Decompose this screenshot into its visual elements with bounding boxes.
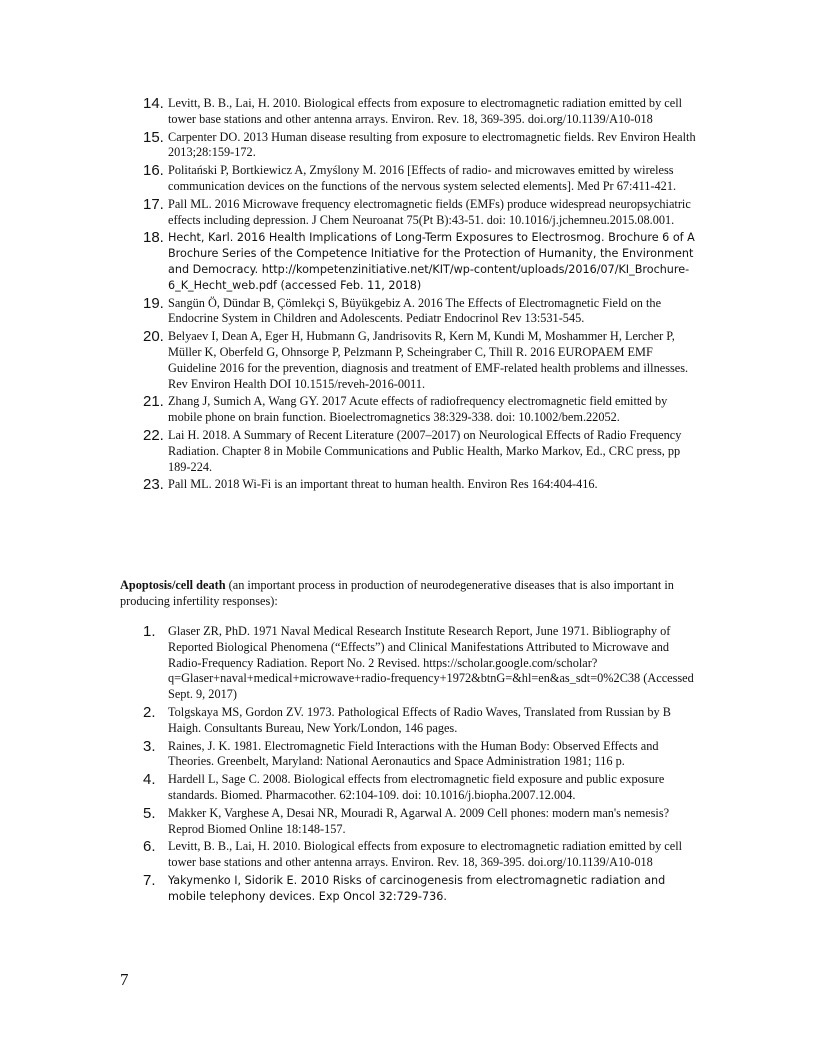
reference-text: Raines, J. K. 1981. Electromagnetic Field Interactions with the Human Body: Observed Effects and Theories. Greenbelt, Maryland: National Aeronautics and Space Administration 1981; 116 p. (168, 738, 659, 769)
reference-list-apoptosis (120, 624, 700, 907)
section-heading-text: (an important process in production of neurodegenerative diseases that is also important in producing infertility responses): (120, 578, 674, 608)
reference-item (120, 428, 700, 475)
reference-number: 19. (143, 294, 164, 312)
reference-item (120, 329, 700, 392)
reference-text: Glaser ZR, PhD. 1971 Naval Medical Research Institute Research Report, June 1971. Bibliography of Reported Biological Phenomena (“Effects”) and Clinical Manifestations Attributed to Microwave and Radio-Frequency Radiation. Report No. 2 Revised. https://scholar.google.com/scholar?q=Glaser+naval+medical+microwave+radio-frequency+1972&btnG=&hl=en&as_sdt=0%2C38 (Accessed Sept. 9, 2017) (168, 624, 694, 702)
reference-text: Zhang J, Sumich A, Wang GY. 2017 Acute effects of radiofrequency electromagnetic field emitted by mobile phone on brain function. Bioelectromagnetics 38:329-338. doi: 10.1002/bem.22052. (168, 394, 668, 425)
section-heading-bold: Apoptosis/cell death (120, 578, 226, 592)
reference-number: 3. (143, 737, 156, 755)
page-number: 7 (120, 970, 129, 989)
reference-item (120, 873, 700, 905)
reference-number: 2. (143, 703, 156, 721)
reference-number: 5. (143, 804, 156, 822)
reference-number: 22. (143, 426, 164, 444)
reference-item (120, 806, 700, 838)
reference-item (120, 130, 700, 162)
reference-item (120, 477, 700, 493)
reference-text: Politański P, Bortkiewicz A, Zmyślony M. 2016 [Effects of radio- and microwaves emitted by wireless communication devices on the functions of the nervous system selected elements]. Med Pr 67:411-421. (168, 163, 677, 193)
reference-text: Levitt, B. B., Lai, H. 2010. Biological effects from exposure to electromagnetic radiation emitted by cell tower base stations and other antenna arrays. Environ. Rev. 18, 369-395. doi.org/10.1139/A10-018 (168, 839, 683, 870)
reference-text: Lai H. 2018. A Summary of Recent Literature (2007–2017) on Neurological Effects of Radio Frequency Radiation. Chapter 8 in Mobile Communications and Public Health, Marko Markov, Ed., CRC press, pp 189-224. (168, 427, 682, 474)
reference-number: 18. (143, 229, 164, 247)
section-heading-apoptosis (120, 577, 700, 609)
reference-item (120, 739, 700, 771)
reference-item (120, 705, 700, 737)
reference-item (120, 197, 700, 229)
reference-number: 7. (143, 871, 156, 889)
reference-text: Pall ML. 2016 Microwave frequency electromagnetic fields (EMFs) produce widespread neuropsychiatric effects including depression. J Chem Neuroanat 75(Pt B):43-51. doi: 10.1016/j.jchemneu.2015.08.001. (168, 196, 691, 227)
reference-item (120, 394, 700, 426)
reference-text: Yakymenko I, Sidorik E. 2010 Risks of carcinogenesis from electromagnetic radiation and mobile telephony devices. Exp Oncol 32:729-736. (168, 873, 666, 903)
reference-number: 1. (143, 623, 156, 640)
reference-item (120, 624, 700, 703)
reference-text: Sangün Ö, Dündar B, Çömlekçi S, Büyükgebiz A. 2016 The Effects of Electromagnetic Field on the Endocrine System in Children and Adolescents. Pediatr Endocrinol Rev 13:531-545. (168, 295, 662, 326)
reference-number: 16. (143, 162, 164, 180)
reference-text: Levitt, B. B., Lai, H. 2010. Biological effects from exposure to electromagnetic radiation emitted by cell tower base stations and other antenna arrays. Environ. Rev. 18, 369-395. doi.org/10.1139/A10-018 (168, 96, 683, 126)
reference-text: Belyaev I, Dean A, Eger H, Hubmann G, Jandrisovits R, Kern M, Kundi M, Moshammer H, Lercher P, Müller K, Oberfeld G, Ohnsorge P, Pelzmann P, Scheingraber C, Thill R. 2016 EUROPAEM EMF Guideline 2016 for the prevention, diagnosis and treatment of EMF-related health problems and illnesses. Rev Environ Health DOI 10.1515/reveh-2016-0011. (168, 329, 689, 391)
reference-list-neuro (120, 96, 700, 495)
reference-item (120, 296, 700, 328)
reference-number: 17. (143, 195, 164, 213)
reference-item (120, 772, 700, 804)
reference-number: 6. (143, 838, 156, 856)
reference-text: Makker K, Varghese A, Desai NR, Mouradi R, Agarwal A. 2009 Cell phones: modern man's nemesis? Reprod Biomed Online 18:148-157. (168, 805, 670, 836)
reference-number: 15. (143, 128, 164, 146)
reference-item (120, 230, 700, 293)
reference-number: 21. (143, 393, 164, 411)
reference-number: 14. (143, 95, 164, 112)
reference-text: Pall ML. 2018 Wi-Fi is an important threat to human health. Environ Res 164:404-416. (168, 477, 598, 492)
reference-number: 23. (143, 476, 164, 494)
reference-text: Tolgskaya MS, Gordon ZV. 1973. Pathological Effects of Radio Waves, Translated from Russian by B Haigh. Consultants Bureau, New York/London, 146 pages. (168, 704, 671, 735)
reference-text: Hecht, Karl. 2016 Health Implications of Long-Term Exposures to Electrosmog. Brochure 6 of A Brochure Series of the Competence Initiative for the Protection of Humanity, the Environment and Democracy. http://kompetenzinitiative.net/KIT/wp-content/uploads/2016/07/KI_Brochure-6_K_Hecht_web.pdf (accessed Feb. 11, 2018) (168, 231, 695, 292)
reference-text: Hardell L, Sage C. 2008. Biological effects from electromagnetic field exposure and public exposure standards. Biomed. Pharmacother. 62:104-109. doi: 10.1016/j.biopha.2007.12.004. (168, 772, 665, 802)
reference-item (120, 96, 700, 128)
reference-number: 20. (143, 328, 164, 346)
reference-number: 4. (143, 771, 156, 789)
reference-item (120, 163, 700, 195)
reference-text: Carpenter DO. 2013 Human disease resulting from exposure to electromagnetic fields. Rev Environ Health 2013;28:159-172. (168, 129, 696, 160)
reference-item (120, 839, 700, 871)
